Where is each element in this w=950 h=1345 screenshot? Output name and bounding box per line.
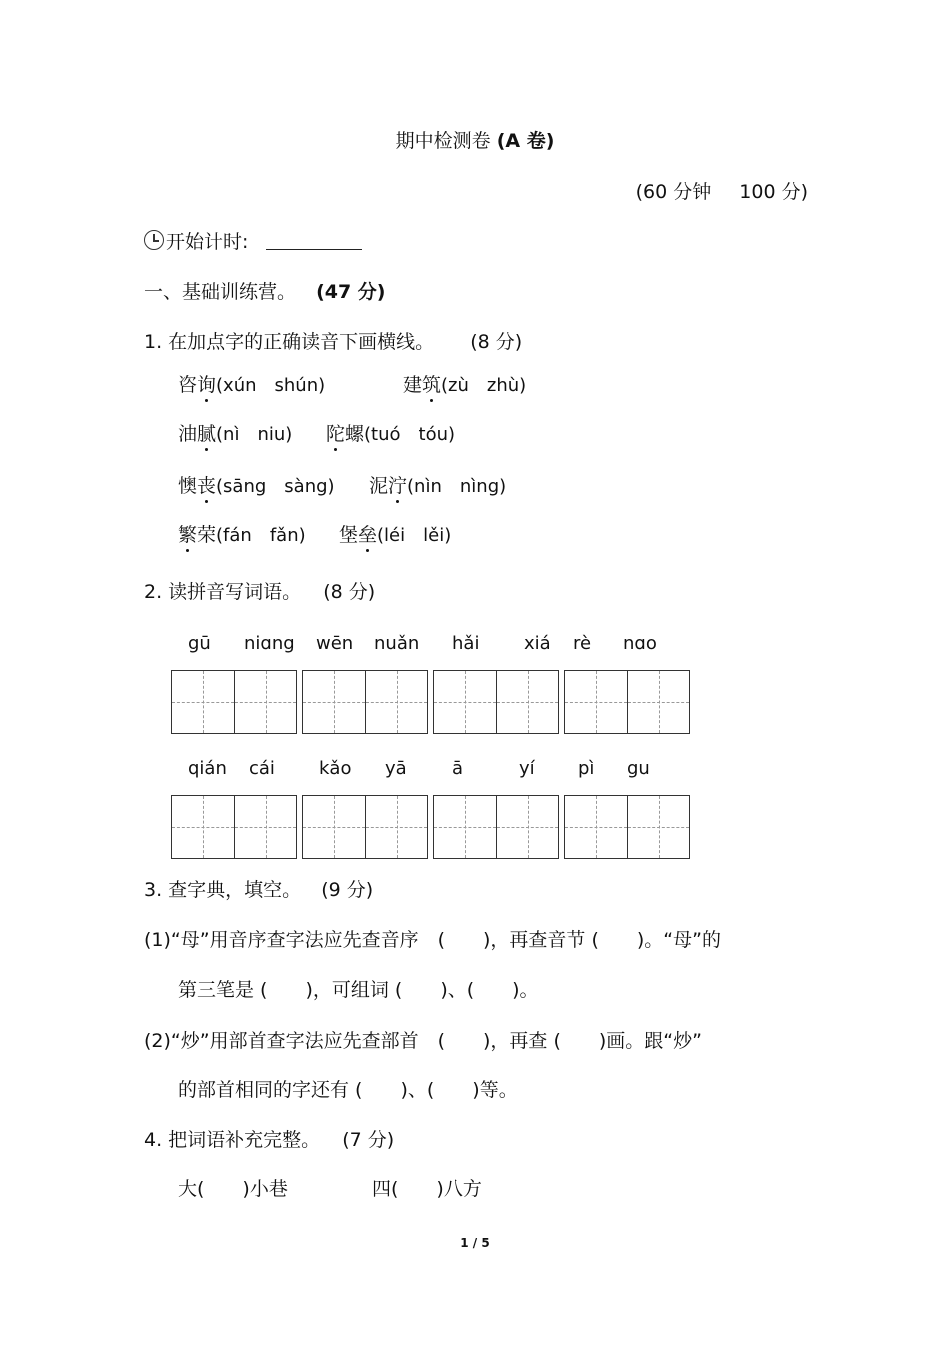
q1-item-char: 油	[178, 423, 198, 445]
q1-item-6	[369, 477, 506, 496]
word-box	[171, 670, 297, 734]
word-box	[433, 670, 559, 734]
q2-writing-grid-2	[171, 795, 690, 859]
q1-item-5	[178, 477, 335, 496]
section-1-title	[144, 283, 386, 302]
q1-item-4	[326, 425, 455, 444]
q1-pinyin-options[interactable]: (léi lěi)	[377, 525, 452, 546]
q3-line-3[interactable]: (2)“炒”用部首查字法应先查部首 ( )，再查 ( )画。跟“炒”	[144, 1030, 702, 1052]
q2-pinyin: yí	[519, 758, 535, 779]
q2-pinyin: kǎo	[319, 758, 352, 779]
char-cell[interactable]	[496, 671, 558, 733]
timer-blank[interactable]	[266, 233, 362, 250]
page-title	[0, 132, 950, 151]
q3-line-4[interactable]: 的部首相同的字还有 ( )、( )等。	[178, 1079, 518, 1101]
q2-pinyin: xiá	[524, 633, 551, 654]
q3-line-2[interactable]: 第三笔是 ( )，可组词 ( )、( )。	[178, 979, 539, 1001]
q4-item-1[interactable]: 大( )小巷	[178, 1178, 288, 1200]
q2-pinyin: pì	[578, 758, 595, 779]
char-cell[interactable]	[565, 671, 627, 733]
word-box	[302, 670, 428, 734]
question-4-label: 4. 把词语补充完整。	[144, 1129, 321, 1151]
question-4-title	[144, 1131, 394, 1150]
char-cell[interactable]	[234, 671, 296, 733]
q1-pinyin-options[interactable]: (zù zhù)	[441, 375, 527, 396]
char-cell[interactable]	[434, 671, 496, 733]
question-3-score: (9 分)	[321, 879, 374, 901]
char-cell[interactable]	[303, 671, 365, 733]
section-1-score: (47 分)	[316, 281, 386, 303]
question-3-label: 3. 查字典，填空。	[144, 879, 302, 901]
q2-pinyin: wēn	[316, 633, 354, 654]
word-box	[302, 795, 428, 859]
char-cell[interactable]	[365, 671, 427, 733]
q2-pinyin: nuǎn	[374, 633, 420, 654]
q2-pinyin: niɑng	[244, 633, 295, 654]
char-cell[interactable]	[434, 796, 496, 858]
q1-pinyin-options[interactable]: (nìn nìng)	[407, 476, 507, 497]
section-1-label: 一、基础训练营。	[144, 281, 297, 303]
question-2-title	[144, 583, 375, 602]
title-main: 期中检测卷	[395, 130, 491, 152]
q1-pinyin-options[interactable]: (xún shún)	[216, 375, 326, 396]
question-2-score: (8 分)	[323, 581, 376, 603]
q1-item-char: 堡	[339, 524, 359, 546]
q2-pinyin: rè	[573, 633, 592, 654]
q2-pinyin: gu	[627, 758, 650, 779]
duration	[636, 183, 808, 202]
page-number: 1 / 5	[460, 1236, 490, 1250]
timer-label: 开始计时:	[166, 231, 249, 253]
q1-dotted-char[interactable]: 询	[197, 374, 217, 396]
q2-pinyin: yā	[385, 758, 407, 779]
q1-pinyin-options[interactable]: (nì niu)	[216, 424, 293, 445]
question-1-label: 1. 在加点字的正确读音下画横线。	[144, 331, 435, 353]
q1-dotted-char[interactable]: 陀	[326, 423, 346, 445]
title-paren: (A 卷)	[496, 130, 555, 152]
word-box	[171, 795, 297, 859]
q1-item-char: 懊	[178, 475, 198, 497]
q1-dotted-char[interactable]: 腻	[197, 423, 217, 445]
q1-item-char: 荣	[197, 524, 217, 546]
timer-row	[144, 230, 362, 252]
q2-writing-grid-1	[171, 670, 690, 734]
q2-pinyin: cái	[249, 758, 275, 779]
question-1-score: (8 分)	[470, 331, 523, 353]
q1-item-1	[178, 376, 325, 395]
char-cell[interactable]	[565, 796, 627, 858]
char-cell[interactable]	[172, 671, 234, 733]
q1-dotted-char[interactable]: 繁	[178, 524, 198, 546]
q2-pinyin: qián	[188, 758, 227, 779]
q1-item-char: 泥	[369, 475, 389, 497]
q1-pinyin-options[interactable]: (fán fǎn)	[216, 525, 306, 546]
char-cell[interactable]	[365, 796, 427, 858]
q2-pinyin: nɑo	[623, 633, 657, 654]
clock-icon	[144, 230, 164, 250]
q4-item-2[interactable]: 四( )八方	[372, 1178, 482, 1200]
q1-dotted-char[interactable]: 泞	[388, 475, 408, 497]
q1-item-char: 螺	[345, 423, 365, 445]
word-box	[564, 670, 690, 734]
char-cell[interactable]	[627, 671, 689, 733]
char-cell[interactable]	[303, 796, 365, 858]
q2-pinyin: gū	[188, 633, 211, 654]
word-box	[433, 795, 559, 859]
q1-item-2	[403, 376, 526, 395]
q1-item-3	[178, 425, 292, 444]
question-3-title	[144, 881, 373, 900]
word-box	[564, 795, 690, 859]
q1-item-char: 建	[403, 374, 423, 396]
q1-dotted-char[interactable]: 筑	[422, 374, 442, 396]
duration-time: (60 分钟	[635, 181, 712, 203]
char-cell[interactable]	[234, 796, 296, 858]
question-1-title	[144, 333, 522, 352]
q2-pinyin: hǎi	[452, 633, 480, 654]
q3-line-1[interactable]: (1)“母”用音序查字法应先查音序 ( )，再查音节 ( )。“母”的	[144, 929, 721, 951]
q1-dotted-char[interactable]: 垒	[358, 524, 378, 546]
q1-dotted-char[interactable]: 丧	[197, 475, 217, 497]
q1-item-char: 咨	[178, 374, 198, 396]
char-cell[interactable]	[172, 796, 234, 858]
q1-pinyin-options[interactable]: (sāng sàng)	[216, 476, 335, 497]
q1-pinyin-options[interactable]: (tuó tóu)	[364, 424, 456, 445]
char-cell[interactable]	[496, 796, 558, 858]
q1-item-8	[339, 526, 451, 545]
question-4-score: (7 分)	[342, 1129, 395, 1151]
question-2-label: 2. 读拼音写词语。	[144, 581, 302, 603]
q1-item-7	[178, 526, 306, 545]
char-cell[interactable]	[627, 796, 689, 858]
q2-pinyin: ā	[452, 758, 464, 779]
duration-score: 100 分)	[739, 181, 808, 203]
